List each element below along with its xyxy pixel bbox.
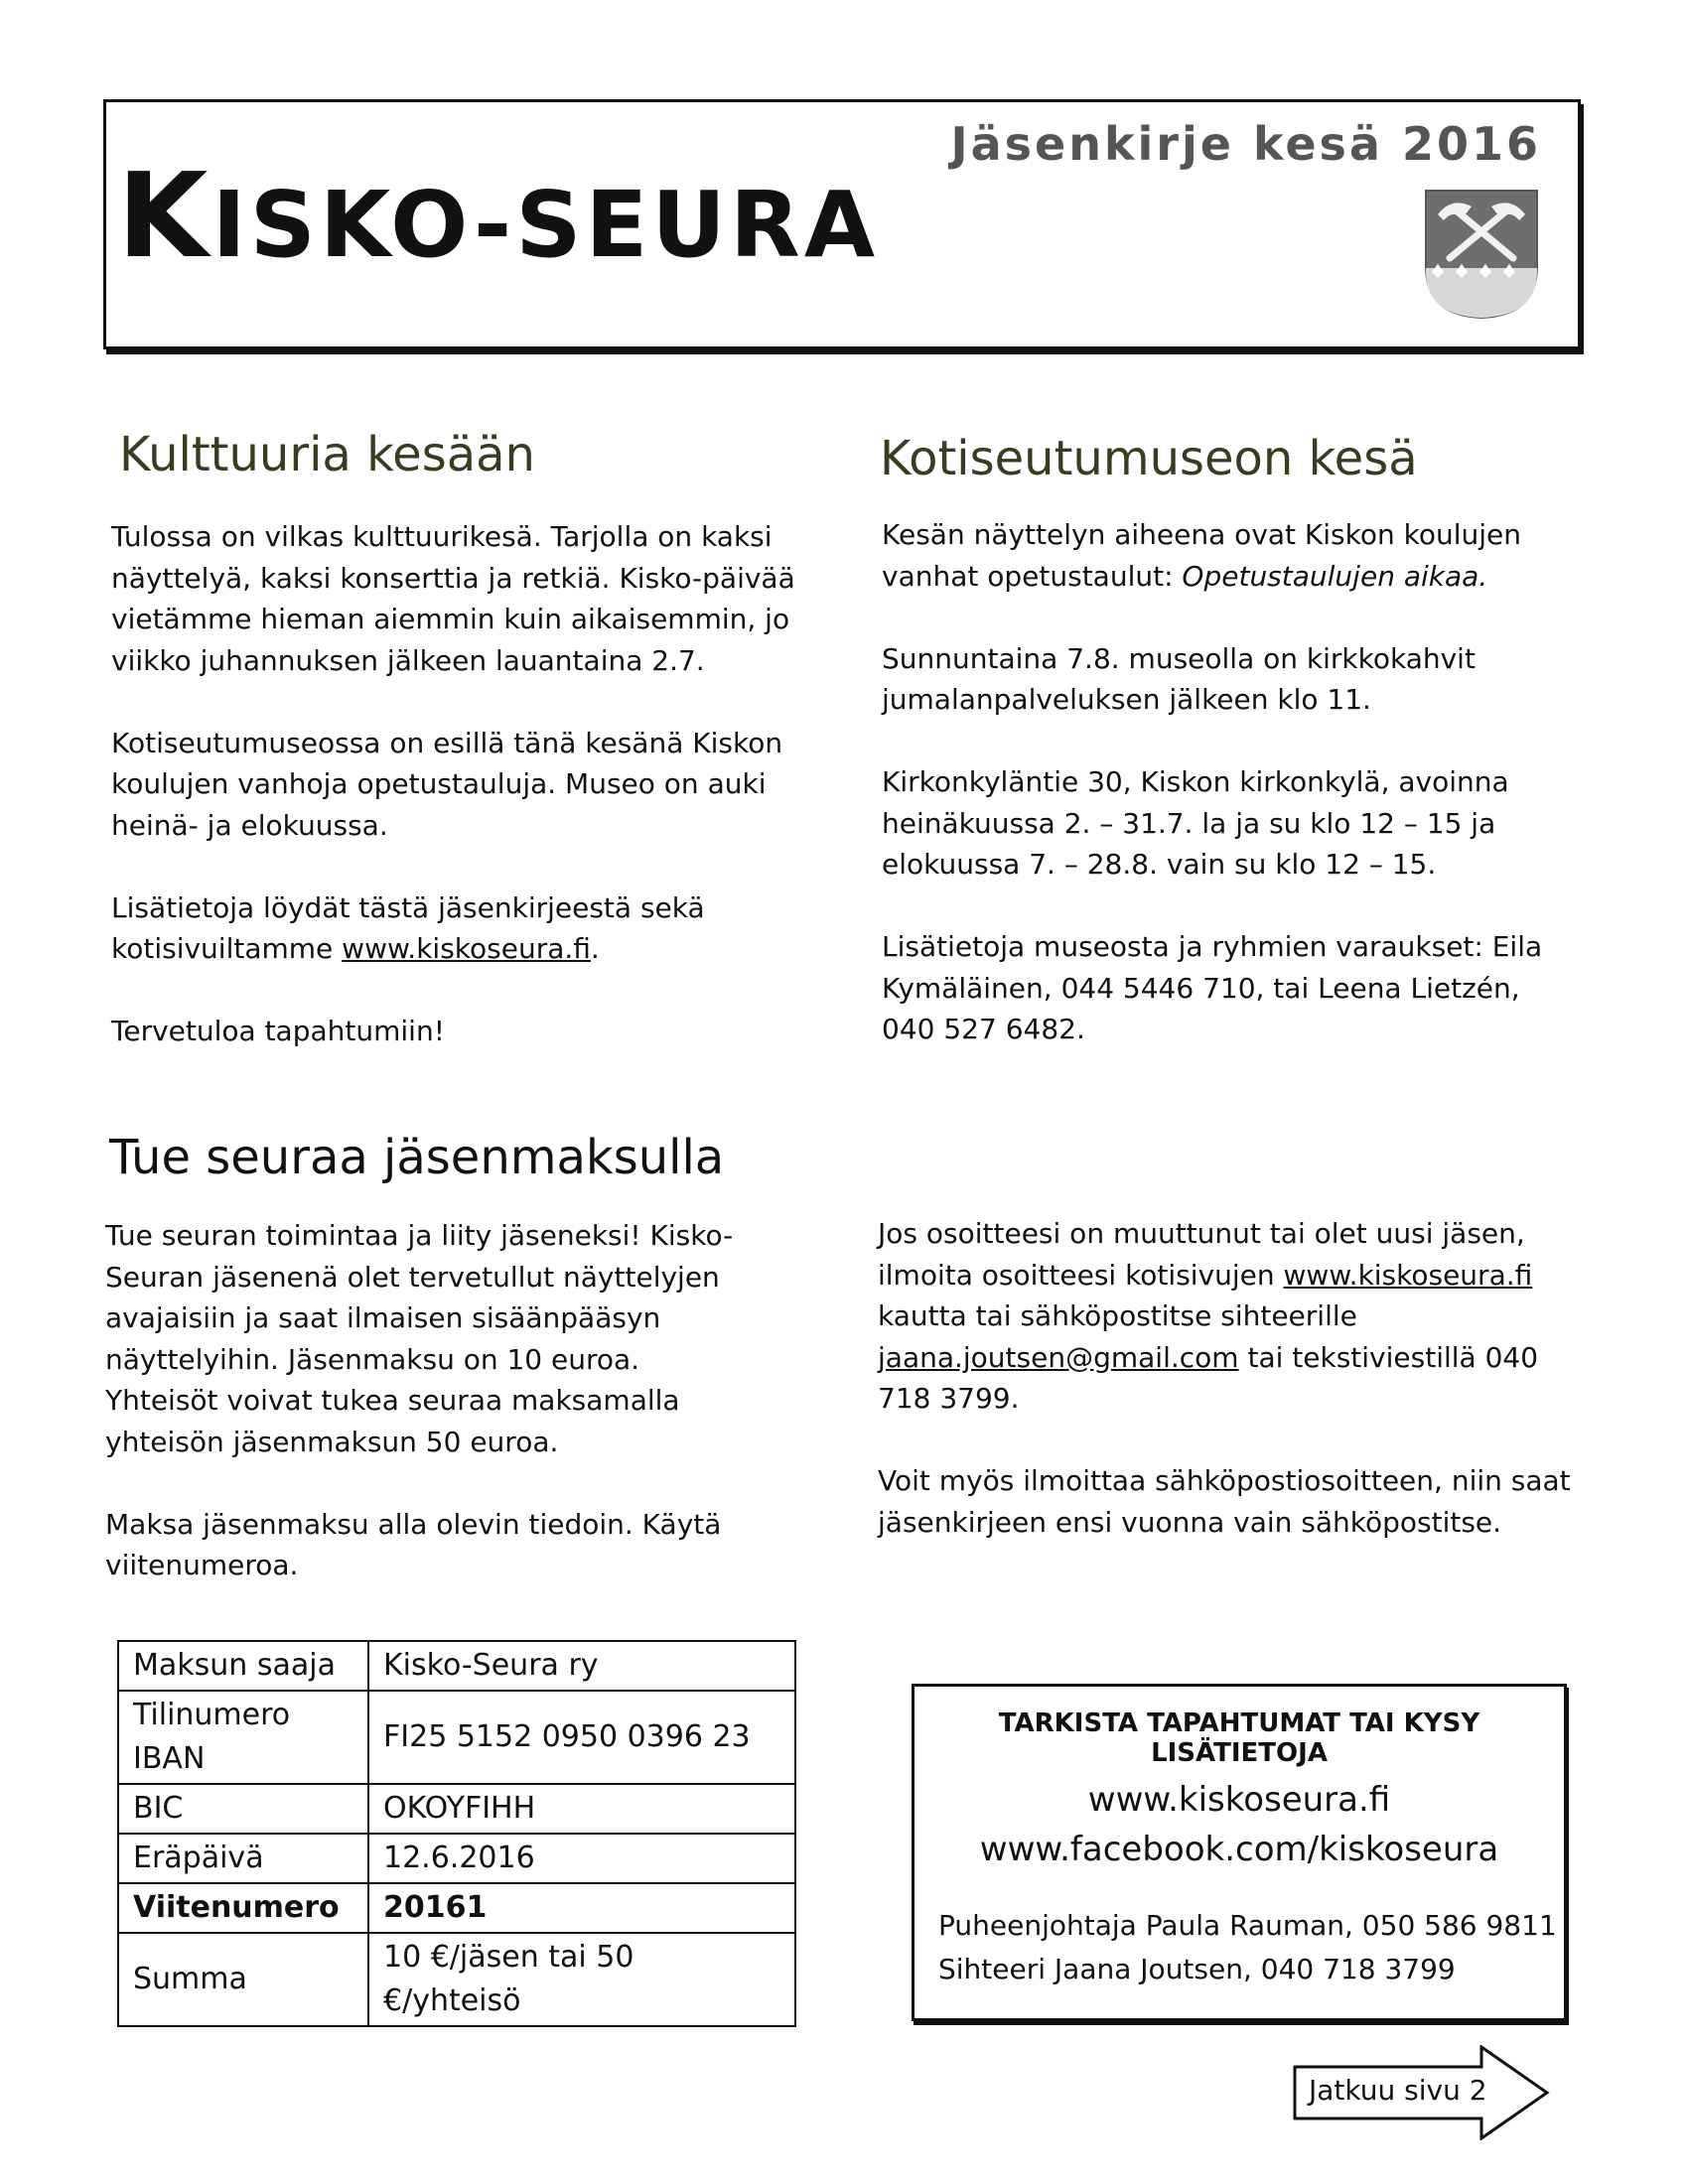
facebook-link[interactable]: www.facebook.com/kiskoseura [979,1830,1499,1869]
museum-paragraph-4: Lisätietoja museosta ja ryhmien varaukset: Eila Kymäläinen, 044 5446 710, tai Leena Lietzén, 040 527 6482. [882,930,1543,1045]
museum-paragraph-1-text: Kesän näyttelyn aiheena ovat Kiskon koulujen vanhat opetustaulut: [882,518,1522,593]
continue-label: Jatkuu sivu 2 [1309,2074,1487,2107]
payment-value: FI25 5152 0950 0396 23 [368,1691,795,1784]
payment-label: Eräpäivä [118,1834,368,1883]
website-link[interactable]: www.kiskoseura.fi [1087,1780,1391,1820]
culture-paragraph-4: Tervetuloa tapahtumiin! [111,1015,445,1047]
table-row [118,1691,795,1784]
table-row [118,1834,795,1883]
secretary-email-link[interactable]: jaana.joutsen@gmail.com [878,1340,1239,1374]
payment-label: Viitenumero [118,1883,368,1933]
chairman-contact: Puheenjohtaja Paula Rauman, 050 586 9811 [938,1909,1557,1942]
culture-paragraph-3-text: Lisätietoja löydät tästä jäsenkirjeestä sekä kotisivuiltamme [111,890,705,965]
museum-paragraph-2: Sunnuntaina 7.8. museolla on kirkkokahvit jumalanpalveluksen jälkeen klo 11. [882,641,1476,716]
membership-paragraph-2: Maksa jäsenmaksu alla olevin tiedoin. Käytä viitenumeroa. [105,1507,722,1581]
payment-label: Maksun saaja [118,1641,368,1691]
secretary-contact: Sihteeri Jaana Joutsen, 040 718 3799 [938,1953,1456,1985]
membership-right-text [878,1213,1573,1543]
culture-heading: Kulttuuria kesään [119,427,535,482]
payment-value: OKOYFIHH [368,1784,795,1834]
coat-of-arms-icon [1422,187,1541,321]
masthead-title-initial: K [117,147,212,284]
payment-value: 12.6.2016 [368,1834,795,1883]
culture-paragraph-2: Kotiseutumuseossa on esillä tänä kesänä Kiskon koulujen vanhoja opetustauluja. Museo on auki heinä- ja elokuussa. [111,726,783,842]
table-row [118,1933,795,2026]
payment-label: BIC [118,1784,368,1834]
address-change-paragraph [878,1213,1573,1420]
payment-value: 10 €/jäsen tai 50 €/yhteisö [368,1933,795,2026]
info-box [912,1684,1567,2021]
payment-label: Tilinumero IBAN [118,1691,368,1784]
membership-left-text [105,1215,761,1586]
address-change-text-b: kautta tai sähköpostitse sihteerille [878,1299,1357,1332]
masthead-subtitle: Jäsenkirje kesä 2016 [950,117,1541,171]
culture-paragraph-3-end: . [590,932,600,965]
culture-paragraph-3 [111,887,806,970]
email-newsletter-paragraph: Voit myös ilmoittaa sähköpostiosoitteen, niin saat jäsenkirjeen ensi vuonna vain sähköpostitse. [878,1464,1571,1539]
museum-paragraph-3: Kirkonkyläntie 30, Kiskon kirkonkylä, avoinna heinäkuussa 2. – 31.7. la ja su klo 12 – 15 ja elokuussa 7. – 28.8. vain su klo 12 – 15. [882,765,1509,881]
museum-heading: Kotiseutumuseon kesä [880,431,1418,486]
membership-heading: Tue seuraa jäsenmaksulla [109,1130,725,1185]
culture-paragraph-1: Tulossa on vilkas kulttuurikesä. Tarjolla on kaksi näyttelyä, kaksi konserttia ja retkiä. Kisko-päivää vietämme hieman aiemmin kuin aikaisemmin, jo viikko juhannuksen jälkeen lauantaina 2.7. [111,520,795,677]
exhibition-title: Opetustaulujen aikaa. [1182,559,1488,593]
culture-text [111,516,806,1052]
masthead-title-rest: ISKO-SEURA [211,172,880,278]
info-box-heading: TARKISTA TAPAHTUMAT TAI KYSY LISÄTIETOJA [998,1708,1480,1768]
address-change-text-a: Jos osoitteesi on muuttunut tai olet uusi jäsen, ilmoita osoitteesi kotisivujen [878,1217,1525,1292]
kiskoseura-link[interactable]: www.kiskoseura.fi [342,932,591,965]
table-row [118,1784,795,1834]
table-row [118,1641,795,1691]
table-row [118,1883,795,1933]
museum-paragraph-1 [882,514,1567,597]
address-change-text-c: tai tekstiviestillä 040 718 3799. [878,1340,1539,1415]
membership-paragraph-1: Tue seuran toimintaa ja liity jäseneksi! Kisko-Seuran jäsenenä olet tervetullut näyttelyjen avajaisiin ja saat ilmaisen sisäänpääsyn näyttelyihin. Jäsenmaksu on 10 euroa. Yhteisöt voivat tukea seuraa maksamalla yhteisön jäsenmaksun 50 euroa. [105,1219,734,1458]
payment-value: Kisko-Seura ry [368,1641,795,1691]
payment-label: Summa [118,1933,368,2026]
kiskoseura-link[interactable]: www.kiskoseura.fi [1283,1258,1533,1292]
masthead-title [117,147,880,284]
museum-text [882,514,1567,1050]
payment-table [117,1640,796,2027]
payment-value: 20161 [368,1883,795,1933]
